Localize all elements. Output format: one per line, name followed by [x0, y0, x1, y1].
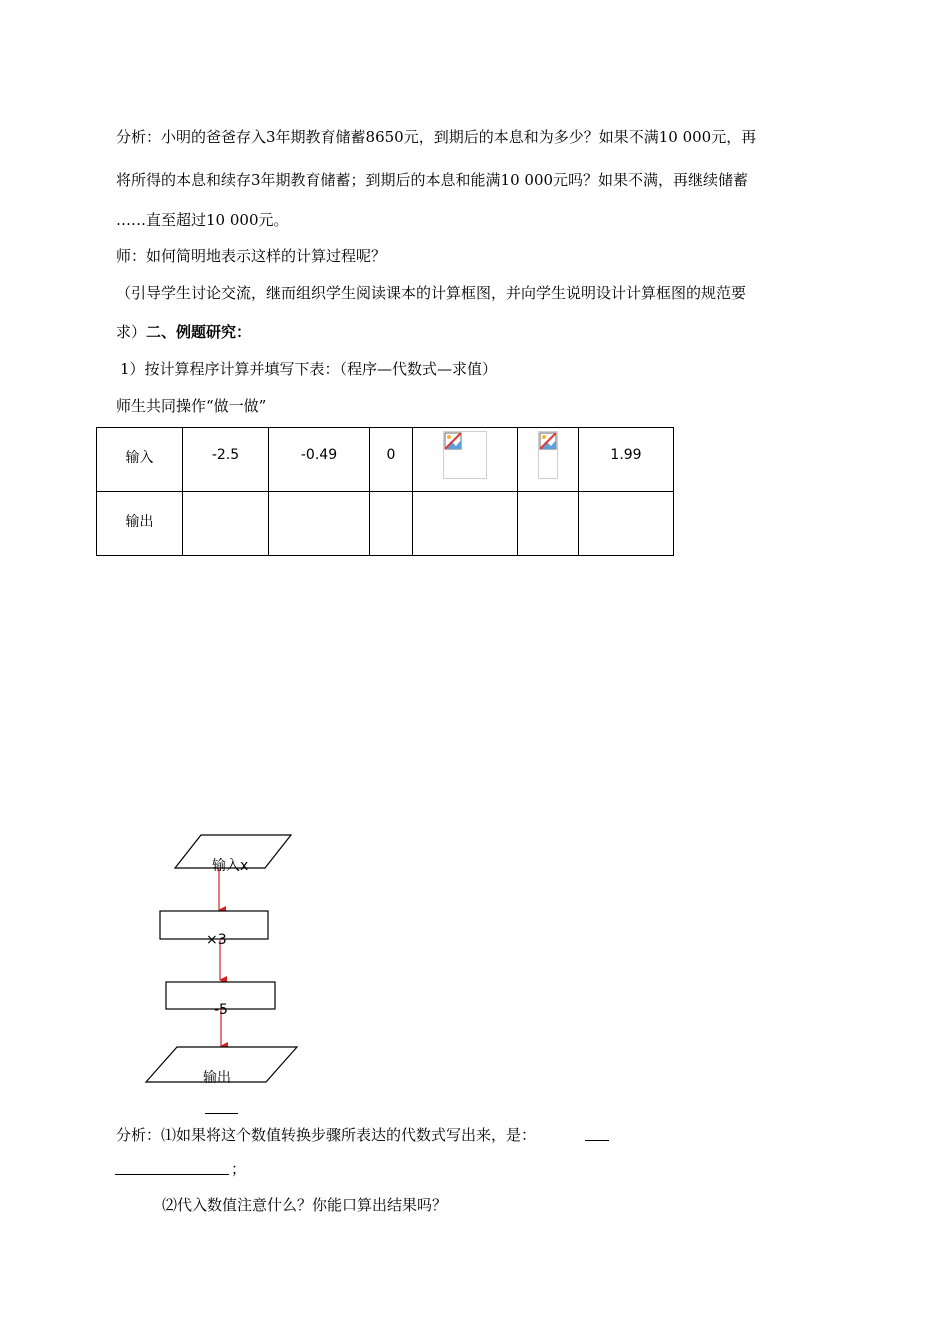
broken-image-icon: [443, 431, 487, 479]
table-cell: [269, 492, 370, 556]
table-cell: 0: [370, 428, 413, 492]
calc-table: [96, 427, 674, 556]
table-row-input: [97, 428, 674, 492]
table-header-output: 输出: [97, 492, 183, 556]
table-cell: [413, 428, 518, 492]
question-1-end: ；: [231, 1160, 247, 1178]
answer-blank-top: [205, 1113, 238, 1114]
table-header-input: 输入: [97, 428, 183, 492]
guide-line-2-prefix: 求）: [116, 323, 147, 341]
table-cell: -0.49: [269, 428, 370, 492]
analysis-line-3: ……直至超过10 000元。: [116, 211, 289, 229]
table-cell: [183, 492, 269, 556]
answer-blank-q1a[interactable]: [585, 1140, 609, 1141]
flowchart-step1-label: ×3: [206, 932, 227, 948]
table-cell: 1.99: [579, 428, 674, 492]
broken-image-icon: [538, 431, 558, 479]
analysis-line-1: 分析：小明的爸爸存入3年期教育储蓄8650元，到期后的本息和为多少？如果不满10 000元，再: [116, 128, 757, 146]
guide-line-1: （引导学生讨论交流，继而组织学生阅读课本的计算框图，并向学生说明设计计算框图的规范要: [116, 284, 747, 302]
table-row-output: [97, 492, 674, 556]
task-1: 1）按计算程序计算并填写下表：（程序—代数式—求值）: [120, 360, 498, 378]
table-cell: [579, 492, 674, 556]
analysis-line-2: 将所得的本息和续存3年期教育储蓄；到期后的本息和能满10 000元吗？如果不满，再继续储蓄: [116, 171, 749, 189]
table-cell: [518, 428, 579, 492]
activity-line: 师生共同操作“做一做”: [116, 397, 267, 415]
table-cell: -2.5: [183, 428, 269, 492]
answer-blank-q1b[interactable]: [115, 1174, 229, 1175]
flowchart-input-label: 输入x: [212, 858, 249, 874]
question-1: 分析：⑴如果将这个数值转换步骤所表达的代数式写出来，是：: [116, 1126, 537, 1144]
question-2: ⑵代入数值注意什么？你能口算出结果吗？: [162, 1196, 448, 1214]
table-cell: [370, 492, 413, 556]
section-heading: 二、例题研究：: [146, 323, 252, 341]
table-cell: [518, 492, 579, 556]
teacher-question: 师：如何简明地表示这样的计算过程呢？: [116, 247, 387, 265]
guide-line-2: [116, 322, 251, 342]
table-cell: [413, 492, 518, 556]
flowchart-step2-label: -5: [214, 1002, 228, 1018]
flowchart-output-label: 输出: [203, 1070, 231, 1086]
